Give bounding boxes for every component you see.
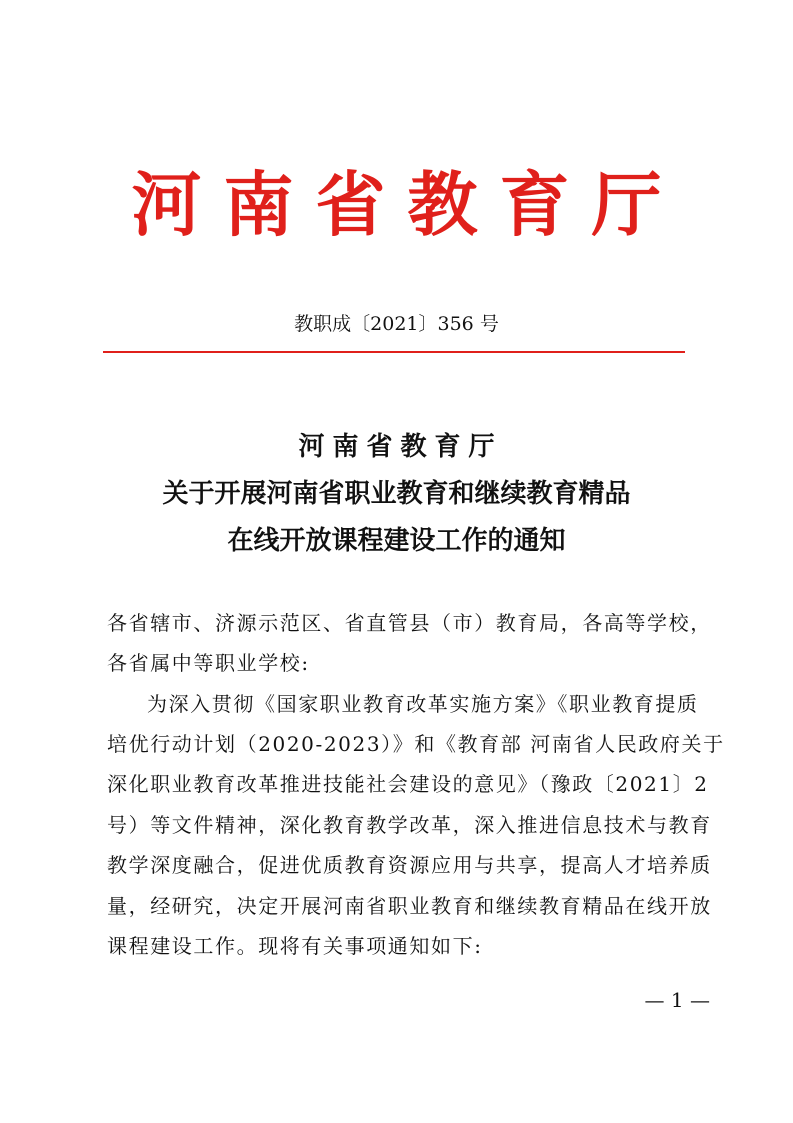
paragraph-line: 教学深度融合，促进优质教育资源应用与共享，提高人才培养质 (107, 853, 712, 878)
body-paragraph (107, 684, 725, 967)
page-number: — 1 — (644, 988, 710, 1012)
paragraph-line: 培优行动计划（2020-2023）》和《教育部 河南省人民政府关于 (107, 731, 725, 756)
red-separator-line (103, 351, 685, 353)
title-line-subject-continued: 在线开放课程建设工作的通知 (227, 526, 566, 556)
title-line-issuer: 河南省教育厅 (298, 432, 503, 462)
paragraph-line: 号）等文件精神，深化教育教学改革，深入推进信息技术与教育 (107, 812, 712, 837)
paragraph-line: 深化职业教育改革推进技能社会建设的意见》（豫政〔2021〕2 (107, 772, 709, 797)
document-title (0, 424, 793, 565)
salutation-line: 各省属中等职业学校: (107, 651, 310, 676)
document-number: 教职成〔2021〕356 号 (294, 313, 499, 335)
paragraph-line: 为深入贯彻《国家职业教育改革实施方案》《职业教育提质 (147, 691, 699, 716)
paragraph-line: 量，经研究，决定开展河南省职业教育和继续教育精品在线开放 (107, 893, 712, 918)
title-line-subject: 关于开展河南省职业教育和继续教育精品 (162, 479, 631, 509)
issuer-header: 河南省教育厅 (131, 164, 684, 246)
salutation (107, 603, 712, 684)
salutation-line: 各省辖市、济源示范区、省直管县（市）教育局，各高等学校， (107, 611, 712, 635)
paragraph-line: 课程建设工作。现将有关事项通知如下: (107, 933, 483, 958)
